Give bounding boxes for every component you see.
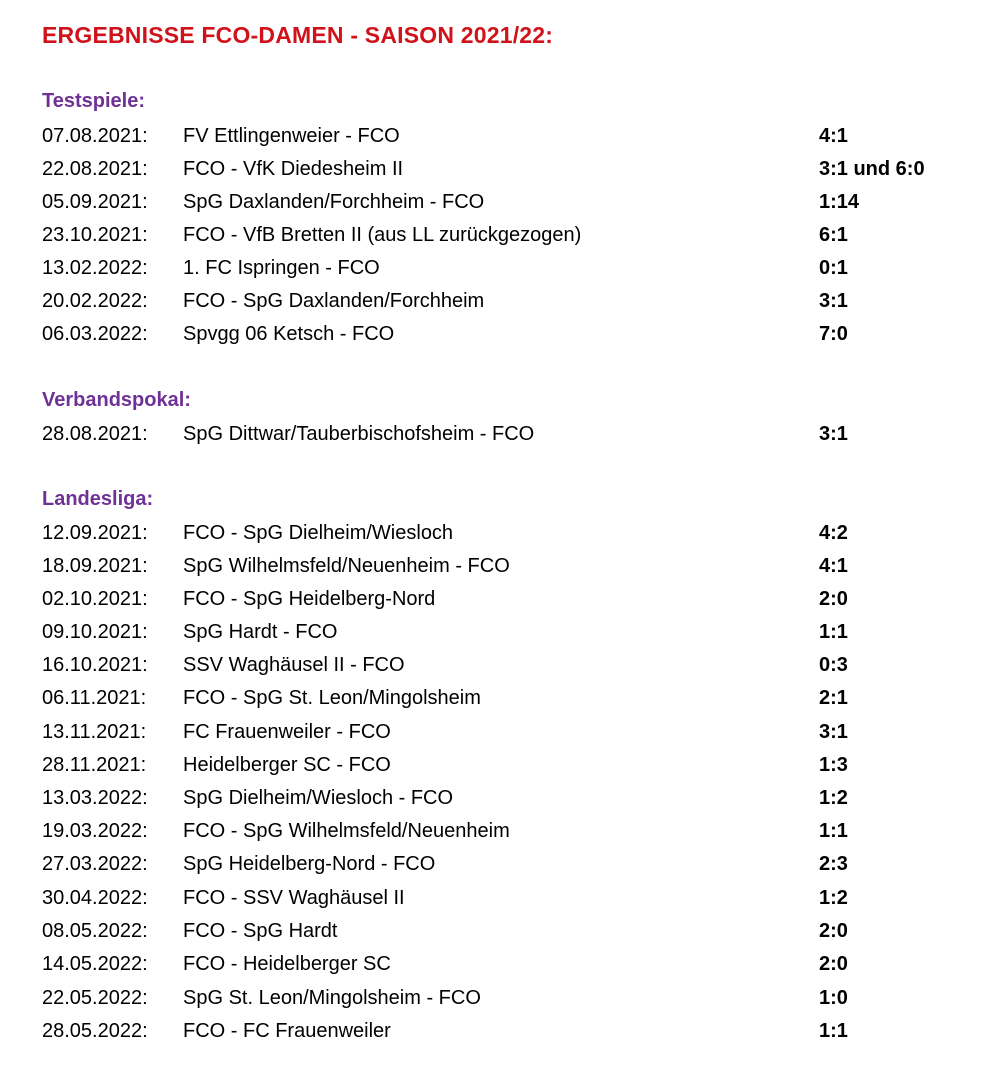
match-date: 09.10.2021: <box>42 621 148 643</box>
match-result: 1:1 <box>819 621 848 643</box>
match-date: 08.05.2022: <box>42 920 148 942</box>
match-result: 3:1 <box>819 290 848 312</box>
match-row <box>42 815 972 848</box>
match-result: 6:1 <box>819 224 848 246</box>
match-date: 06.03.2022: <box>42 323 148 345</box>
match-result: 2:0 <box>819 920 848 942</box>
match-teams: FCO - SpG Hardt <box>183 920 338 942</box>
match-date: 14.05.2022: <box>42 953 148 975</box>
match-teams: FCO - SpG Heidelberg-Nord <box>183 588 436 610</box>
match-result: 3:1 <box>819 423 848 445</box>
match-teams: SpG Wilhelmsfeld/Neuenheim - FCO <box>183 555 510 577</box>
match-teams: FC Frauenweiler - FCO <box>183 721 391 743</box>
match-result: 3:1 <box>819 721 848 743</box>
match-teams: SSV Waghäusel II - FCO <box>183 654 405 676</box>
match-row <box>42 982 972 1015</box>
match-date: 12.09.2021: <box>42 522 148 544</box>
match-teams: SpG Dittwar/Tauberbischofsheim - FCO <box>183 423 535 445</box>
match-date: 23.10.2021: <box>42 224 148 246</box>
match-row <box>42 318 972 351</box>
match-date: 18.09.2021: <box>42 555 148 577</box>
match-date: 28.05.2022: <box>42 1020 148 1042</box>
match-result: 4:1 <box>819 555 848 577</box>
match-row <box>42 749 972 782</box>
match-teams: 1. FC Ispringen - FCO <box>183 257 380 279</box>
match-date: 22.08.2021: <box>42 158 148 180</box>
match-teams: FV Ettlingenweier - FCO <box>183 125 400 147</box>
match-teams: SpG St. Leon/Mingolsheim - FCO <box>183 987 481 1009</box>
match-date: 30.04.2022: <box>42 887 148 909</box>
match-teams: FCO - FC Frauenweiler <box>183 1020 391 1042</box>
match-teams: SpG Daxlanden/Forchheim - FCO <box>183 191 485 213</box>
match-result: 1:1 <box>819 1020 848 1042</box>
match-row <box>42 186 972 219</box>
match-row <box>42 153 972 186</box>
match-teams: FCO - Heidelberger SC <box>183 953 391 975</box>
match-teams: Heidelberger SC - FCO <box>183 754 391 776</box>
match-teams: FCO - SpG St. Leon/Mingolsheim <box>183 687 481 709</box>
match-date: 20.02.2022: <box>42 290 148 312</box>
match-teams: FCO - SSV Waghäusel II <box>183 887 405 909</box>
match-date: 28.11.2021: <box>42 754 147 776</box>
match-result: 3:1 und 6:0 <box>819 158 925 180</box>
match-date: 06.11.2021: <box>42 687 147 709</box>
match-row <box>42 252 972 285</box>
match-row <box>42 649 972 682</box>
match-date: 22.05.2022: <box>42 987 148 1009</box>
match-row <box>42 550 972 583</box>
match-row <box>42 583 972 616</box>
match-date: 13.03.2022: <box>42 787 148 809</box>
match-teams: SpG Hardt - FCO <box>183 621 338 643</box>
match-row <box>42 219 972 252</box>
match-teams: FCO - SpG Daxlanden/Forchheim <box>183 290 485 312</box>
section-heading-testspiele: Testspiele: <box>42 90 145 112</box>
match-result: 4:1 <box>819 125 848 147</box>
match-row <box>42 285 972 318</box>
match-result: 1:0 <box>819 987 848 1009</box>
match-row <box>42 848 972 881</box>
match-date: 05.09.2021: <box>42 191 148 213</box>
match-row <box>42 915 972 948</box>
match-date: 07.08.2021: <box>42 125 148 147</box>
match-teams: FCO - VfB Bretten II (aus LL zurückgezogen) <box>183 224 582 246</box>
match-date: 02.10.2021: <box>42 588 148 610</box>
match-row <box>42 882 972 915</box>
match-row <box>42 948 972 981</box>
match-row <box>42 517 972 550</box>
match-teams: Spvgg 06 Ketsch - FCO <box>183 323 395 345</box>
match-result: 2:0 <box>819 588 848 610</box>
match-result: 0:3 <box>819 654 848 676</box>
match-result: 1:2 <box>819 887 848 909</box>
match-result: 1:3 <box>819 754 848 776</box>
match-date: 13.11.2021: <box>42 721 147 743</box>
section-heading-landesliga: Landesliga: <box>42 488 154 510</box>
match-date: 19.03.2022: <box>42 820 148 842</box>
match-row <box>42 682 972 715</box>
match-result: 1:14 <box>819 191 860 213</box>
match-result: 2:0 <box>819 953 848 975</box>
section-heading-verbandspokal: Verbandspokal: <box>42 389 191 411</box>
match-row <box>42 1015 972 1048</box>
match-result: 7:0 <box>819 323 848 345</box>
match-row <box>42 716 972 749</box>
match-result: 2:1 <box>819 687 848 709</box>
match-teams: FCO - SpG Wilhelmsfeld/Neuenheim <box>183 820 510 842</box>
match-result: 2:3 <box>819 853 848 875</box>
match-row <box>42 782 972 815</box>
match-date: 13.02.2022: <box>42 257 148 279</box>
match-row <box>42 616 972 649</box>
match-row <box>42 120 972 153</box>
match-teams: SpG Heidelberg-Nord - FCO <box>183 853 436 875</box>
match-date: 16.10.2021: <box>42 654 148 676</box>
match-teams: FCO - VfK Diedesheim II <box>183 158 404 180</box>
match-teams: FCO - SpG Dielheim/Wiesloch <box>183 522 454 544</box>
match-result: 1:2 <box>819 787 848 809</box>
match-result: 1:1 <box>819 820 848 842</box>
match-date: 28.08.2021: <box>42 423 148 445</box>
match-row <box>42 418 972 451</box>
document-title: ERGEBNISSE FCO-DAMEN - SAISON 2021/22: <box>42 22 554 48</box>
match-result: 0:1 <box>819 257 848 279</box>
match-teams: SpG Dielheim/Wiesloch - FCO <box>183 787 454 809</box>
match-date: 27.03.2022: <box>42 853 148 875</box>
match-result: 4:2 <box>819 522 848 544</box>
